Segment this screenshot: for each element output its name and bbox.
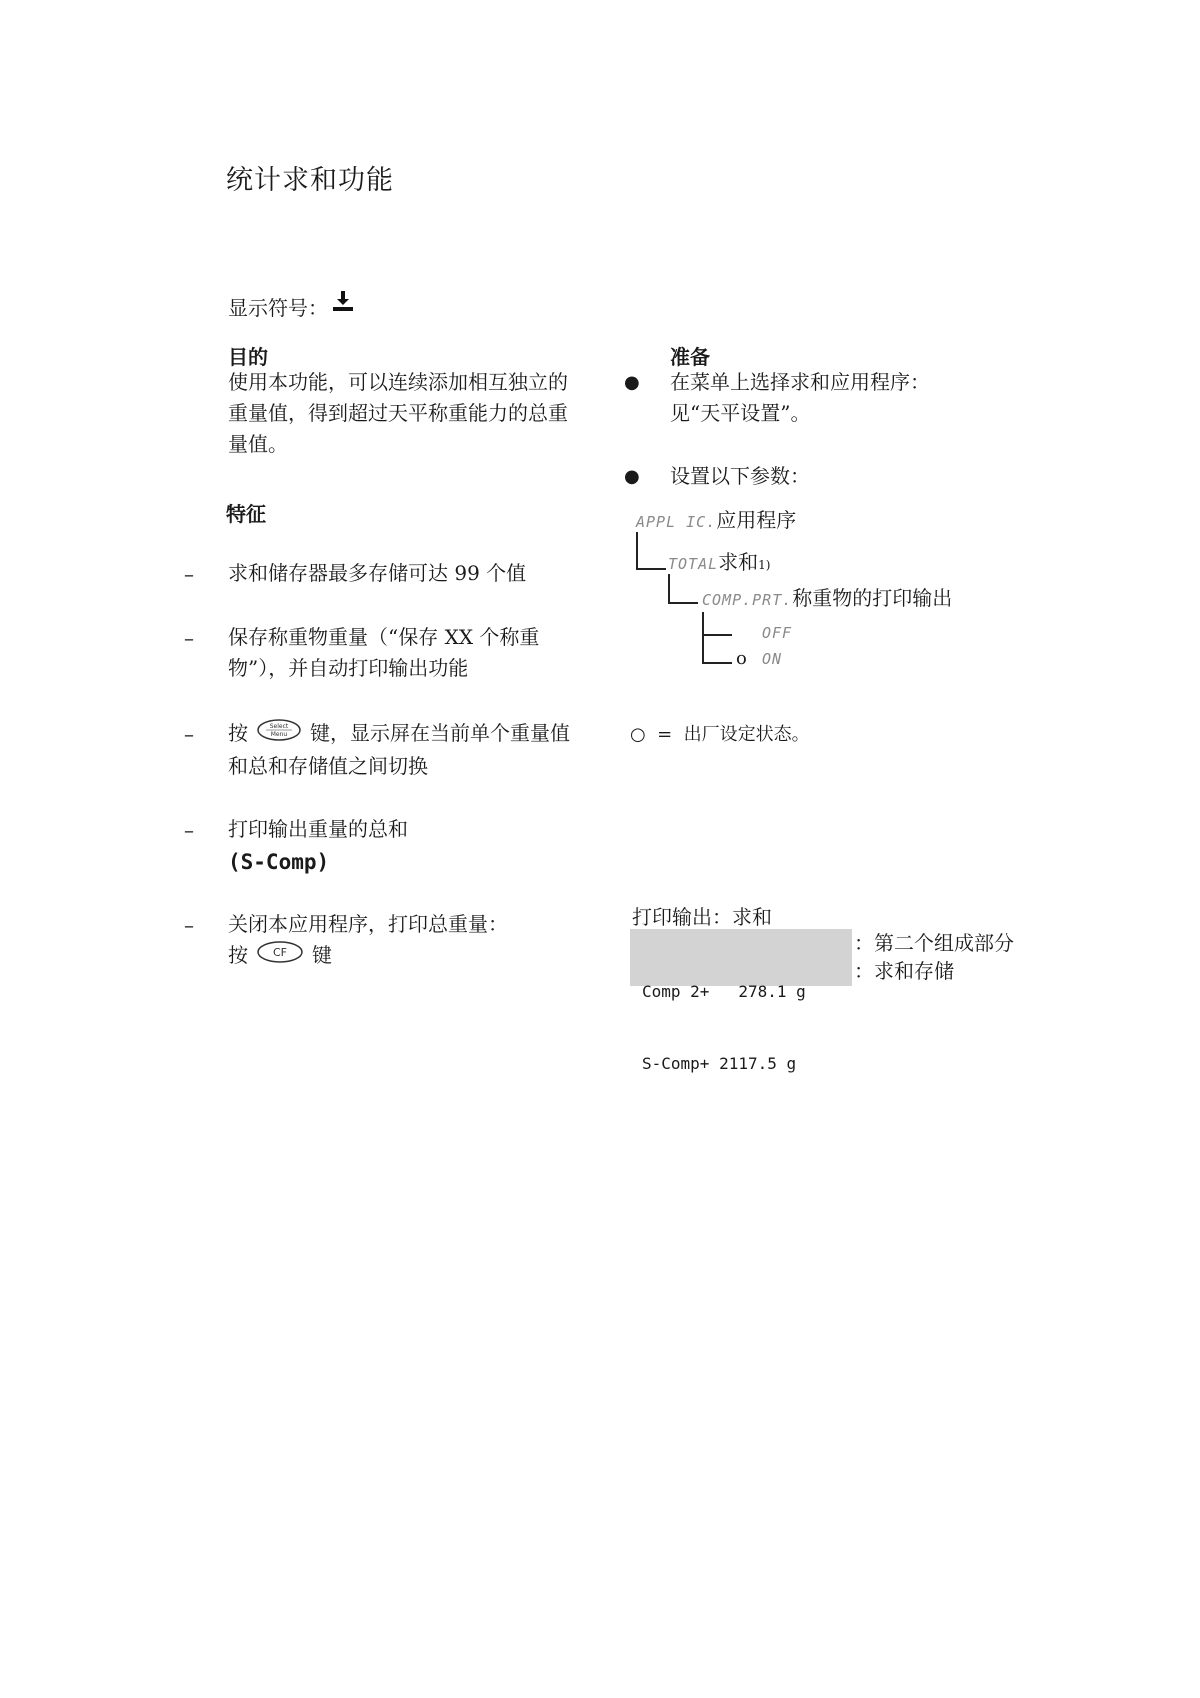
s-comp-code: (S-Comp) [228, 850, 330, 874]
list-dash: – [184, 562, 194, 586]
print-output-box [630, 929, 852, 1073]
page-title: 统计求和功能 [226, 165, 394, 196]
display-symbol [228, 292, 354, 321]
prep-line: 在菜单上选择求和应用程序： [670, 370, 930, 394]
list-dash: – [184, 626, 194, 650]
display-symbol-label: 显示符号： [228, 296, 328, 320]
feature-item [228, 909, 508, 973]
print-line: Comp 2+ 278.1 g [642, 982, 806, 1001]
preparation-heading: 准备 [670, 345, 710, 369]
purpose-line: 重量值，得到超过天平称重能力的总重 [228, 401, 568, 425]
feature-text: 键，显示屏在当前单个重量值 [310, 721, 570, 745]
tare-down-arrow-icon [332, 290, 354, 312]
feature-text: 按 [228, 943, 248, 967]
purpose-line: 使用本功能，可以连续添加相互独立的 [228, 370, 568, 394]
feature-line: 求和储存器最多存储可达 99 个值 [228, 561, 527, 585]
feature-line: 打印输出重量的总和 [228, 817, 408, 841]
tree-label: 称重物的打印输出 [792, 586, 953, 610]
list-dash: – [184, 913, 194, 937]
feature-line: 物”），并自动打印输出功能 [228, 656, 469, 680]
feature-line: 关闭本应用程序，打印总重量： [228, 912, 508, 936]
tree-label: 求和 [718, 550, 759, 574]
list-dash: – [184, 818, 194, 842]
cf-key-icon [256, 940, 304, 973]
bullet: ● [624, 466, 640, 487]
footnote-mark: 1) [758, 558, 771, 572]
purpose-text [228, 367, 588, 460]
lcd-code: COMP.PRT. [702, 591, 793, 609]
tree-label: 应用程序 [716, 508, 797, 532]
tree-option-off: OFF [762, 624, 793, 642]
purpose-heading: 目的 [228, 345, 268, 369]
feature-item [228, 622, 539, 684]
bullet: ● [624, 372, 640, 393]
purpose-line: 量值。 [228, 432, 288, 456]
menu-tree [628, 504, 1028, 674]
prep-line: 见“天平设置”。 [670, 401, 811, 425]
svg-text:Select: Select [269, 723, 289, 730]
feature-item [228, 558, 526, 589]
tree-option-on: ON [762, 650, 783, 668]
svg-text:CF: CF [272, 946, 288, 959]
feature-line: 和总和存储值之间切换 [228, 754, 428, 778]
tree-node-comp-prt [702, 586, 952, 610]
feature-item [228, 814, 408, 878]
print-note: ：求和存储 [854, 959, 954, 983]
feature-item [228, 718, 570, 782]
feature-line: 保存称重物重量（“保存 XX 个称重 [228, 625, 540, 649]
factory-setting-note: ○ = 出厂设定状态。 [630, 724, 810, 745]
lcd-code: APPL IC. [636, 513, 717, 531]
features-heading: 特征 [226, 502, 266, 526]
tree-node-total [668, 550, 770, 574]
select-menu-key-icon [256, 718, 302, 751]
print-notes [854, 929, 1014, 985]
prep-step-2: 设置以下参数： [670, 464, 810, 488]
default-marker: o [736, 648, 747, 669]
svg-text:Menu: Menu [270, 731, 288, 738]
print-line: S-Comp+ 2117.5 g [642, 1054, 797, 1073]
feature-text: 键 [312, 943, 332, 967]
list-dash: – [184, 722, 194, 746]
print-output-title: 打印输出：求和 [632, 905, 772, 929]
prep-step-1 [670, 367, 930, 429]
tree-node-applic [636, 508, 796, 532]
lcd-code: TOTAL [668, 555, 719, 573]
print-note: ：第二个组成部分 [854, 931, 1014, 955]
feature-text: 按 [228, 721, 248, 745]
